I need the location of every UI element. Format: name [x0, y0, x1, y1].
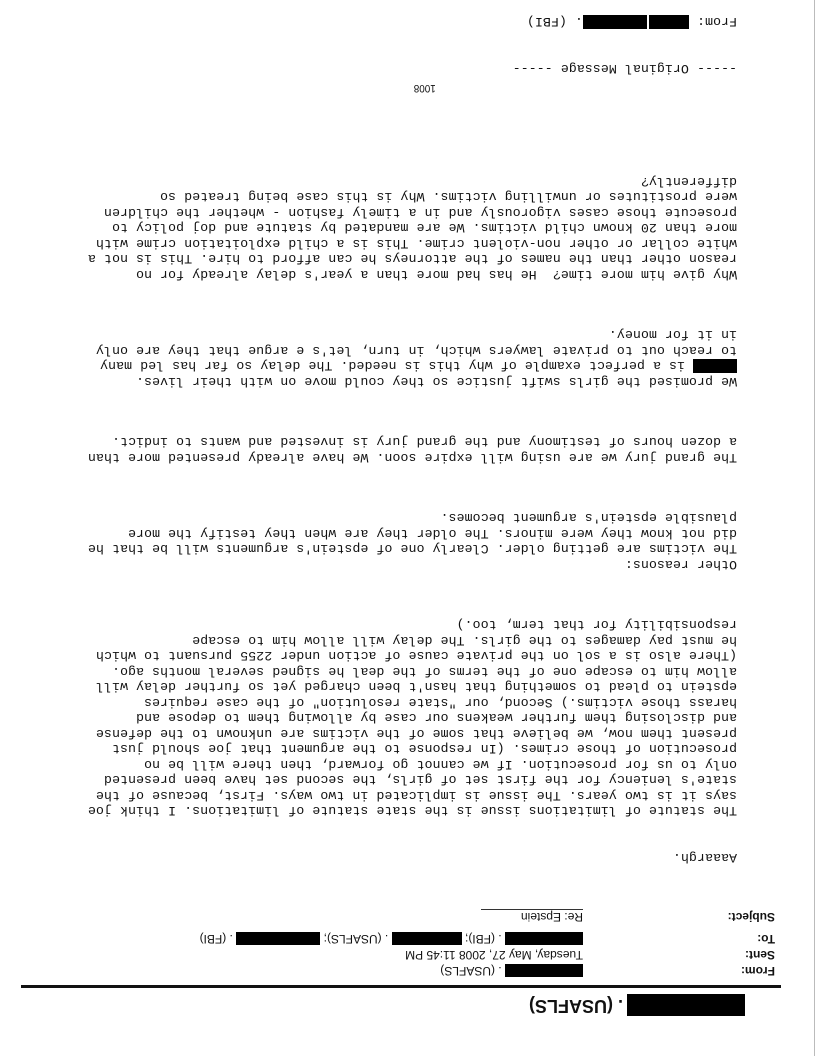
paragraph-grand-jury: The grand jury we are using will expire soon. We have already presented more than a dozen hours of testimony and the grand jury is invested and wants to indict.	[87, 434, 737, 465]
original-from-suffix: . (FBI)	[526, 14, 583, 30]
original-from-label: From:	[688, 14, 737, 30]
redaction-box	[505, 932, 583, 945]
from-label: From:	[741, 964, 775, 978]
to-row	[37, 930, 777, 946]
scan-edge-line	[814, 0, 815, 1056]
paragraph-promise	[37, 327, 737, 389]
sender-affiliation: . (USAFLS)	[529, 996, 623, 1016]
subject-label: Subject:	[727, 910, 775, 924]
from-affiliation: . (USAFLS)	[440, 964, 502, 978]
email-header	[37, 908, 777, 978]
redaction-box	[392, 932, 462, 945]
redaction-box	[649, 15, 689, 29]
redaction-box	[693, 359, 737, 373]
sender-heading	[40, 992, 777, 1018]
promise-line-2: is a perfect example of why this is needed. The delay so far has led many	[99, 358, 693, 374]
paragraph-other-reasons: Other reasons: The victims are getting older. Clearly one of epstein's arguments will be that he did not know they were minors. The older they are when they testify the more plausible epstein's argument becomes.	[87, 510, 737, 572]
greeting: Aaaargh.	[672, 850, 737, 865]
heading-rule	[21, 985, 781, 988]
promise-rest: to reach out to private lawyers which, in turn, let's e argue that they are only in it for money.	[95, 327, 737, 358]
redaction-box	[627, 994, 745, 1016]
redaction-box	[236, 932, 320, 945]
original-divider: ----- Original Message -----	[512, 61, 737, 76]
promise-line-1: We promised the girls swift justice so they could move on with their lives.	[135, 374, 737, 389]
to-value	[200, 932, 583, 946]
subject-value: Re: Epstein	[481, 909, 583, 924]
from-row	[37, 962, 777, 978]
sent-value: Tuesday, May 27, 2008 11:45 PM	[405, 948, 583, 962]
original-message	[37, 0, 737, 107]
subject-row	[37, 908, 777, 924]
sent-label: Sent:	[745, 948, 775, 962]
to-recipient-1: . (FBI);	[464, 932, 502, 946]
to-recipient-2: . (USAFLS);	[323, 932, 389, 946]
to-label: To:	[757, 932, 775, 946]
sent-row	[37, 946, 777, 962]
paragraph-more-time: Why give him more time? He has had more than a year's delay already for no reason other than the names of the attorneys he can afford to hire. This is not a white collar or other non-violent crime. This is a child exploitation crime with more than 20 known child victims. We are mandated by statute and doj policy to prosecute those cases vigorously and in a timely fashion - whether the children were prostitutes or unwilling victims. Why is this case being treated so differently?	[87, 174, 737, 282]
page-number: 1008	[413, 82, 436, 94]
redaction-box	[583, 15, 647, 29]
email-body	[37, 0, 737, 896]
paragraph-statute: The statute of limitations issue is the state statute of limitations. I think joe says it is two years. The issue is implicated in two ways. First, because of the state's leniency for the first set of girls, the second set have been presented only to us for prosecution. If we cannot go forward, then there will be no prosecution of those crimes. (In response to the argument that joe should just present them now, we believe that some of the victims are unknown to the defense and disclosing them further weakens our case by allowing them to depose and harass those victims.) Second, our "state resolution" of the case requires epstein to plead to something that hasn't been charged yet so further delay will allow him to escape one of the terms of the deal he signed several months ago. (There also is a sol on the private cause of action under 2255 pursuant to which he must pay damages to the girls. The delay will allow him to escape responsibility for that term, too.)	[87, 617, 737, 819]
from-value	[440, 964, 583, 978]
to-recipient-3: . (FBI)	[199, 932, 233, 946]
redaction-box	[505, 964, 583, 977]
original-from	[37, 14, 737, 30]
